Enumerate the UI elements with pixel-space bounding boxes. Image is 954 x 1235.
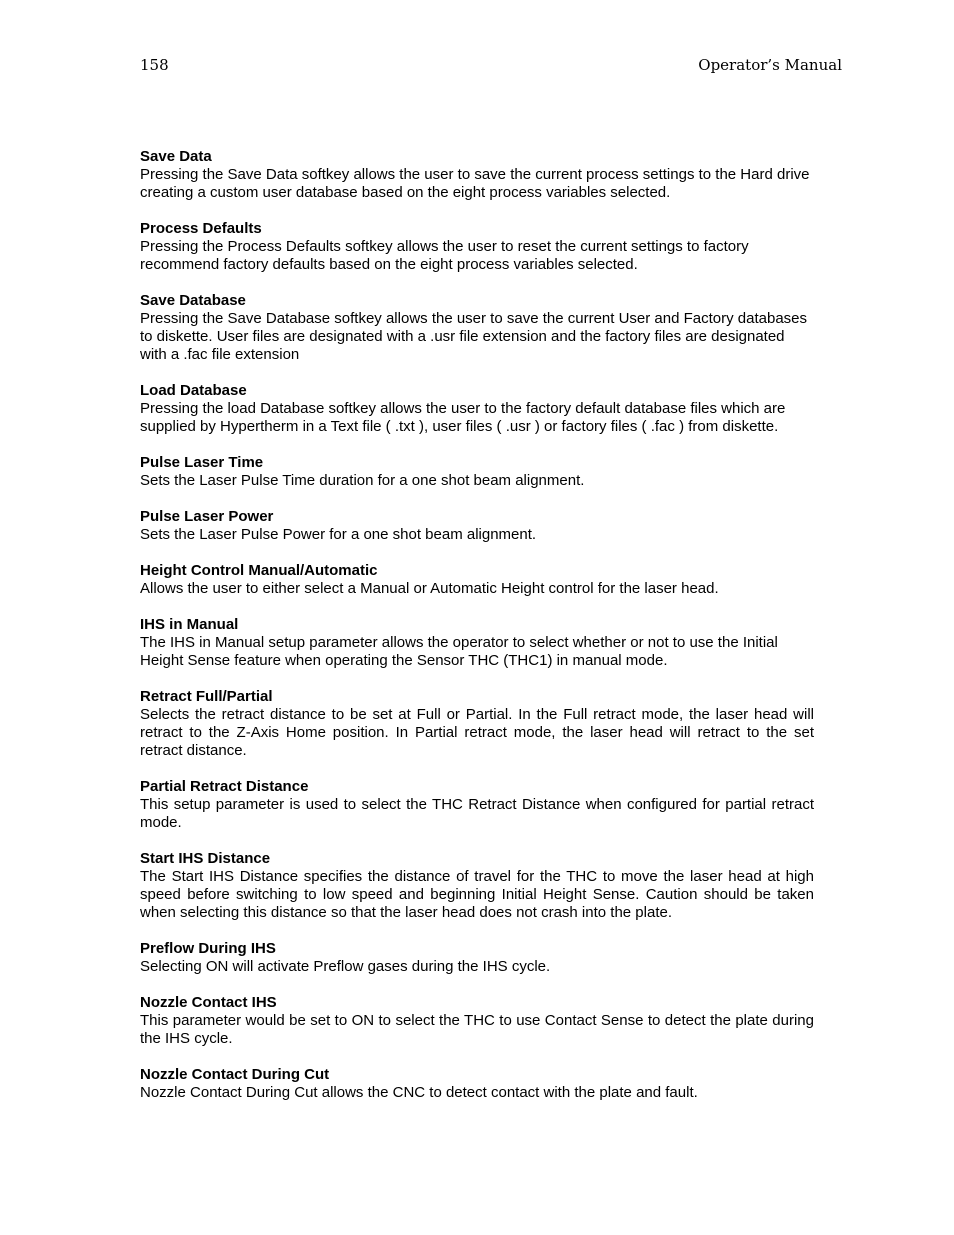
section-body: Sets the Laser Pulse Time duration for a one shot beam alignment. [140, 472, 585, 489]
section-body: The Start IHS Distance specifies the distance of travel for the THC to move the laser head at high speed before switching to low speed and beginning Initial Height Sense. Caution should be taken when selecting this distance so that the laser head does not crash into the plate. [140, 868, 814, 921]
section-save-database [140, 292, 814, 364]
section-title: Load Database [140, 382, 247, 399]
section-title: Partial Retract Distance [140, 778, 309, 795]
section-body: Pressing the Save Data softkey allows the user to save the current process settings to the Hard drive creating a custom user database based on the eight process variables selected. [140, 166, 810, 201]
section-save-data [140, 148, 814, 202]
section-title: Nozzle Contact IHS [140, 994, 277, 1011]
section-title: Height Control Manual/Automatic [140, 562, 378, 579]
document-body [140, 148, 814, 1120]
section-nozzle-contact-during-cut [140, 1066, 814, 1102]
section-ihs-in-manual [140, 616, 814, 670]
section-body: Selecting ON will activate Preflow gases during the IHS cycle. [140, 958, 551, 975]
section-pulse-laser-power [140, 508, 814, 544]
page-number: 158 [140, 56, 169, 74]
section-title: Preflow During IHS [140, 940, 276, 957]
section-start-ihs-distance [140, 850, 814, 922]
section-body: Pressing the Save Database softkey allows the user to save the current User and Factory databases to diskette. User files are designated with a .usr file extension and the factory files are designated with a .fac file extension [140, 310, 808, 363]
section-nozzle-contact-ihs [140, 994, 814, 1048]
section-body: Pressing the Process Defaults softkey allows the user to reset the current settings to factory recommend factory defaults based on the eight process variables selected. [140, 238, 749, 273]
manual-title: Operator’s Manual [698, 56, 842, 74]
section-title: Pulse Laser Power [140, 508, 274, 525]
section-body: The IHS in Manual setup parameter allows the operator to select whether or not to use the Initial Height Sense feature when operating the Sensor THC (THC1) in manual mode. [140, 634, 778, 669]
section-title: Start IHS Distance [140, 850, 271, 867]
section-title: Pulse Laser Time [140, 454, 264, 471]
section-body: Allows the user to either select a Manual or Automatic Height control for the laser head. [140, 580, 719, 597]
section-load-database [140, 382, 814, 436]
section-title: Save Data [140, 148, 212, 165]
section-body: This setup parameter is used to select the THC Retract Distance when configured for partial retract mode. [140, 796, 814, 831]
section-process-defaults [140, 220, 814, 274]
section-pulse-laser-time [140, 454, 814, 490]
section-preflow-during-ihs [140, 940, 814, 976]
section-title: Save Database [140, 292, 246, 309]
section-height-control [140, 562, 814, 598]
page-header [140, 56, 842, 76]
section-title: Process Defaults [140, 220, 262, 237]
section-partial-retract-distance [140, 778, 814, 832]
section-retract-full-partial [140, 688, 814, 760]
section-body: Pressing the load Database softkey allows the user to the factory default database files which are supplied by Hypertherm in a Text file ( .txt ), user files ( .usr ) or factory files ( .fac ) from diskette. [140, 400, 786, 435]
section-body: Sets the Laser Pulse Power for a one shot beam alignment. [140, 526, 537, 543]
section-body: Nozzle Contact During Cut allows the CNC to detect contact with the plate and fault. [140, 1084, 698, 1101]
section-body: This parameter would be set to ON to select the THC to use Contact Sense to detect the plate during the IHS cycle. [140, 1012, 814, 1047]
section-title: IHS in Manual [140, 616, 239, 633]
section-title: Nozzle Contact During Cut [140, 1066, 330, 1083]
section-body: Selects the retract distance to be set at Full or Partial. In the Full retract mode, the laser head will retract to the Z-Axis Home position. In Partial retract mode, the laser head will retract to the set retract distance. [140, 706, 814, 759]
section-title: Retract Full/Partial [140, 688, 273, 705]
